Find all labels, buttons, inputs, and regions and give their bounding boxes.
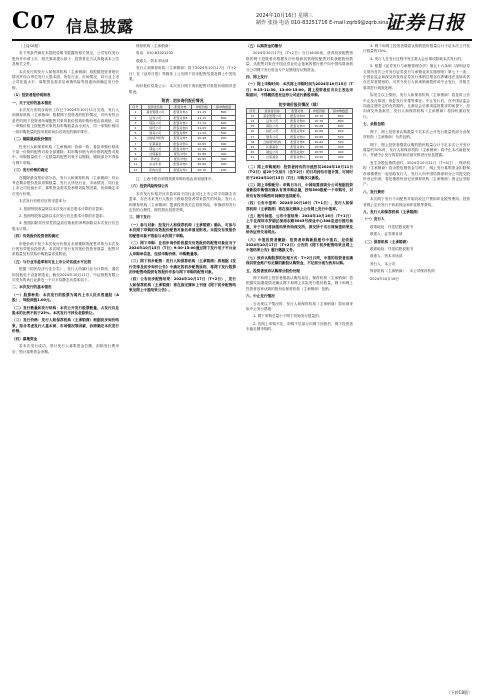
paragraph: 三、网下发行: [129, 215, 151, 220]
table-cell: 社保基金: [258, 155, 286, 160]
column-header: 序号: [247, 108, 259, 113]
table-cell: 20.65: [309, 134, 329, 139]
table-cell: 21.10: [192, 120, 212, 125]
table-cell: 配售对象D: [169, 126, 192, 131]
bid-table-2: [246, 102, 353, 161]
newspaper-masthead: 证券日报: [385, 12, 466, 34]
paragraph: 四、网上发行: [246, 75, 268, 80]
paragraph: 根据《国民经济行业分类》，发行人所属行业为计算机、通信和其他电子设备制造业。截至2024年10月11日，中证指数有限公司发布的该行业最近一个月平均静态市盈率如下。: [12, 267, 119, 283]
column-header: 投资者名称: [141, 105, 169, 110]
paragraph: 2. 按照每股收益除以本次发行后总股本计算的市盈率；: [19, 213, 107, 218]
paragraph: 在剔除最高报价部分后，发行人和保荐机构（主承销商）综合考虑剩余报价及拟申购数量、发行人所处行业、市场情况、同行业上市公司估值水平、募集资金需求及承销风险等因素，协商确定本次发行价格。: [12, 175, 119, 196]
paragraph: 1. 网下申购总量小于网下初始发行数量的；: [253, 314, 323, 319]
paragraph: 本次发行价格对应市盈率高于同行业可比上市公司平均静态市盈率，存在未来发行人股价下跌给投资者带来损失的风险。发行人和保荐机构（主承销商）提请投资者关注投资风险，审慎研判发行定价的合理性，理性做出投资决策。: [129, 191, 236, 212]
table-cell: 配售对象J: [169, 157, 192, 162]
table-cell: 300: [329, 155, 353, 160]
table-cell: 600: [212, 120, 236, 125]
table-cell: 配售对象R: [286, 139, 309, 144]
table-cell: 800: [212, 110, 236, 115]
table-cell: 17: [247, 134, 259, 139]
table-cell: 400: [212, 141, 236, 146]
table-cell: 20.98: [192, 136, 212, 141]
table-cell: 合格境外机构: [258, 139, 286, 144]
paragraph: 联系人：资本市场部: [136, 58, 169, 63]
section-title: 信息披露: [66, 17, 135, 36]
paragraph: 联系人：资本市场部: [370, 254, 403, 259]
page-header: [0, 0, 484, 50]
table-cell: 配售对象M: [286, 113, 309, 118]
column-2: [129, 44, 236, 692]
paragraph: 网下、网上投资者认购数量不足本次公开发行数量的部分由保荐机构（主承销商）负责包销。: [363, 129, 470, 140]
table-cell: 800: [329, 113, 353, 118]
table-cell: 证券公司: [141, 115, 169, 120]
column-1: [12, 44, 119, 692]
paragraph: （三）发行价格的确定: [12, 168, 48, 173]
table-cell: 500: [329, 134, 353, 139]
table-cell: 2: [130, 115, 142, 120]
column-header: 配售对象: [169, 105, 192, 110]
table-cell: 21.15: [192, 110, 212, 115]
paragraph: （上接C6版）: [19, 44, 42, 48]
page-number: 07: [30, 12, 56, 33]
paragraph: 七、余股包销: [363, 122, 385, 127]
paragraph: 询价报价结果公示：本次发行网下询价配售对象报价明细详见附表。: [129, 84, 236, 94]
paragraph: 网下和网上投资者缴款认购结束后，保荐机构（主承销商）将根据实际缴款情况确认网下和网上实际发行股份数量。网下和网上投资者放弃认购的股份由保荐机构（主承销商）包销。: [246, 276, 353, 291]
table-cell: 私募基金: [141, 141, 169, 146]
table-cell: 基金管理公司: [141, 110, 169, 115]
paragraph: （二）发行数量和发行结构：本次公开发行股票数量，占发行后总股本的比例不低于25%。本次发行不涉及老股转让。: [12, 305, 119, 316]
paragraph: （五）摇号抽签、公布中签结果：2024年10月16日（T+1日）上午在深圳市罗湖区深南东路5045号深业中心308室进行摇号抽签，并于当日将抽签结果传给深交所，深交所于当日将抽签结果发给各证券交易网点。: [246, 213, 353, 235]
table-title: 附表：初步询价报价情况: [161, 98, 204, 104]
paragraph: （三）发行价格：发行人和保荐机构（主承销商）根据初步询价结果，综合考虑发行人基本面、市场情况等因素，协商确定本次发行价格。: [12, 318, 119, 334]
column-header: 申报价格: [192, 105, 212, 110]
table-cell: 20.70: [309, 119, 329, 124]
table-title: 初步询价报价情况（续）: [278, 101, 321, 107]
paragraph: 电话：010-83321232: [136, 51, 174, 56]
table-cell: 21.15: [192, 115, 212, 120]
table-cell: 300: [212, 157, 236, 162]
paragraph: 3. 网下和网上投资者缴款认购的股份数量合计不足本次公开发行数量的70%；: [363, 44, 470, 54]
paragraph: （四）有效报价投资者的确定: [12, 234, 59, 239]
paragraph: （五）与行业市盈率和可比上市公司估值水平比较: [12, 259, 92, 264]
column-header: 拟申购数量: [212, 105, 236, 110]
table-cell: 21: [247, 155, 259, 160]
table-cell: 600: [212, 126, 236, 131]
data-table: [129, 104, 236, 173]
paragraph: （五）认购资金的缴付: [246, 44, 282, 48]
table-cell: 6: [130, 136, 142, 141]
table-cell: 财务公司: [141, 131, 169, 136]
table-cell: 20.76: [192, 167, 212, 172]
table-cell: 20.66: [309, 129, 329, 134]
table-cell: 400: [329, 145, 353, 150]
table-cell: 21.05: [192, 126, 212, 131]
paragraph: 五、投资者放弃认购部分股份处理: [246, 268, 300, 273]
paragraph: （三）网下初步配售：发行人和保荐机构（主承销商）将根据《发行安排及初步询价公告》中确定的初步配售原则，将网下发行股票初步配售给提供有效报价并参与网下申购的配售对象。: [129, 259, 236, 274]
table-cell: 配售对象A: [169, 110, 192, 115]
paragraph: 一、关于定价的基本情况: [12, 100, 52, 105]
paragraph: 4. 发行人在发行过程中发生重大会后事项影响本次发行的；: [370, 56, 465, 61]
table-cell: 20.85: [192, 157, 212, 162]
column-header: 拟申购数量: [329, 108, 353, 113]
table-cell: 合格境外机构: [141, 136, 169, 141]
paragraph: （四）募集资金: [12, 336, 38, 341]
column-4: [363, 44, 470, 692]
table-cell: 企业年金: [141, 162, 169, 167]
table-cell: 配售对象P: [286, 129, 309, 134]
table-cell: 800: [212, 115, 236, 120]
paragraph: 联系地址：详见招股说明书: [370, 224, 414, 229]
table-cell: 21.00: [192, 131, 212, 136]
paragraph: 发行人：本公司: [370, 261, 396, 266]
continued-note: （下转C8版）: [446, 690, 472, 695]
header-rule: [12, 39, 472, 41]
table-cell: 配售对象T: [286, 150, 309, 155]
table-cell: 19: [247, 145, 259, 150]
paragraph: 联系人：证券事务部: [370, 232, 403, 237]
table-cell: 基金管理公司: [258, 113, 286, 118]
table-cell: 200: [212, 167, 236, 172]
column-header: 配售对象: [286, 108, 309, 113]
paragraph: 注：上表中报价明细按照申购价格由高到低排序。: [136, 176, 216, 181]
paragraph: 2024年10月17日（T+2日）当日16:00前，获得初步配售资格的网下投资者应根据发行价格和其管理的配售对象获配股份数量，从配售对象在中国证券业协会备案的银行账户向中国结算深圳分公司网下发行资金专户足额划付认购资金。: [246, 51, 353, 72]
paragraph: 保荐机构（主承销商）：: [136, 44, 176, 48]
paragraph: 网下、网上投资者缴款认购的股份数量合计不足本次公开发行数量的70%时，发行人和保荐机构（主承销商）将中止本次新股发行，并就中止发行的原因和后续安排进行信息披露。: [363, 142, 470, 158]
table-cell: 500: [212, 136, 236, 141]
table-cell: 300: [212, 162, 236, 167]
table-cell: 12: [130, 167, 142, 172]
table-cell: 20.80: [192, 162, 212, 167]
paragraph: （1）投资者报价明细表: [12, 93, 51, 98]
table-cell: 期货公司: [258, 150, 286, 155]
paragraph: （四）公布初步配售结果：2024年10月17日（T+2日），发行人和保荐机构（主承销商）将在指定媒体上刊登《网下初步配售结果及网上中签结果公告》。: [129, 277, 236, 293]
paragraph: 九、发行人和保荐机构（主承销商）: [363, 209, 421, 214]
paragraph: 1. 按照每股收益除以本次发行前总股本计算的市盈率；: [19, 206, 107, 211]
table-cell: 13: [247, 113, 259, 118]
paragraph: （二）网下申购：在初步询价阶段提交有效报价的配售对象应当于2024年10月15日（T日）9:30-15:00通过网下发行电子平台录入申购单信息，包括申购价格、申购数量等。: [129, 240, 236, 256]
table-row: [130, 167, 236, 172]
table-cell: 20.90: [192, 146, 212, 151]
table-cell: 20.75: [309, 113, 329, 118]
paragraph: （一）参与对象：经发行人和保荐机构（主承销商）确认，可参与本次网下申购的有效报价配售对象名单请见附表。未提交有效报价的配售对象不得参与本次网下申购。: [129, 222, 236, 238]
paragraph: 申报价格不低于本次发行价格且未被剔除的配售对象为本次发行的有效报价投资者。本次网下发行有效报价投资者数量、配售对象数量及有效拟申购数量详见附表。: [12, 241, 119, 257]
table-cell: 保险公司: [258, 124, 286, 129]
table-cell: 配售对象C: [169, 120, 192, 125]
table-cell: 800: [329, 119, 353, 124]
table-cell: 信托公司: [141, 126, 169, 131]
paragraph: 八、发行费用: [363, 189, 385, 194]
table-cell: 配售对象L: [169, 167, 192, 172]
table-cell: 20.55: [309, 150, 329, 155]
data-table: [246, 108, 353, 161]
paragraph: （二）网上申购规则：投资者持有的市值按其2024年10月11日（T-2日）前20个交易日（含T-2日）的日均持有市值计算，可同时用于2024年10月15日（T日）申购多只新股。: [246, 164, 353, 180]
paragraph: 本次网下发行不向配售对象收取过户费和印花税等费用。投资者网上定价发行不收取佣金和印花税等费用。: [363, 197, 470, 207]
paragraph: （二）剔除最高报价情况: [12, 137, 52, 142]
table-cell: 配售对象E: [169, 131, 192, 136]
table-cell: 5: [130, 131, 142, 136]
column-3: [246, 44, 353, 692]
paragraph: 本次发行的发行人和保荐机构（主承销商）将根据投资者报价情况并综合考虑发行人基本面、所处行业、市场情况、同行业上市公司估值水平、募集资金需求及承销风险等因素协商确定发行价格。: [12, 69, 119, 90]
table-cell: 20.68: [309, 124, 329, 129]
bid-table-1: [129, 98, 236, 173]
table-cell: 18: [247, 139, 259, 144]
table-cell: 11: [130, 162, 142, 167]
table-cell: 社保基金: [141, 152, 169, 157]
table-cell: 机构自营: [141, 167, 169, 172]
table-cell: 保险公司: [141, 120, 169, 125]
table-cell: 配售对象O: [286, 124, 309, 129]
paragraph: 当出现以下情况时，发行人和保荐机构（主承销商）将协商采取中止发行措施：: [246, 301, 353, 312]
table-cell: 配售对象G: [169, 141, 192, 146]
table-cell: 600: [329, 124, 353, 129]
paragraph: 本次发行价格对应的市盈率为：: [19, 199, 70, 204]
paragraph: （一）股票种类：本次发行的股票为境内上市人民币普通股（A股），每股面值1.00元。: [12, 292, 119, 303]
table-cell: 配售对象B: [169, 115, 192, 120]
table-cell: 信托公司: [258, 129, 286, 134]
paragraph: （六）中签投资者缴款：投资者申购新股摇号中签后，应依据2024年10月17日（T+2日）公告的《网下初步配售结果及网上中签结果公告》履行缴款义务。: [246, 237, 353, 253]
column-header: 序号: [130, 105, 142, 110]
table-cell: 14: [247, 119, 259, 124]
table-cell: 300: [212, 152, 236, 157]
paragraph: （一）发行人: [363, 217, 385, 222]
table-cell: 配售对象K: [169, 162, 192, 167]
paragraph: 若下列条件满足本招股说明书披露的相关规定，公司有权发行股份并申请上市，相关事项提示如下：投资者应当认真阅读本公告及相关文件。: [12, 51, 119, 67]
paragraph: 若本次发行成功，预计发行人募集资金总额，扣除发行费用后，预计募集资金净额。: [12, 344, 119, 354]
paragraph: 发生余股包销情况时，2024年10月21日（T+4日），保荐机构（主承销商）将余股包销资金与网下、网上发行募集资金扣除保荐承销费后一起划给发行人，发行人向中国结算深圳分公司提交股份登记申请，将包销股份登记至保荐机构（主承销商）指定证券账户。: [363, 160, 470, 187]
table-cell: 财务公司: [258, 134, 286, 139]
table-cell: 配售对象H: [169, 146, 192, 151]
table-cell: 8: [130, 146, 142, 151]
table-cell: 10: [130, 157, 142, 162]
issue-date: 2024年10月16日 星期三: [256, 13, 314, 19]
table-cell: 3: [130, 120, 142, 125]
table-cell: 1: [130, 110, 142, 115]
table-cell: 500: [212, 131, 236, 136]
paragraph: （一）网上申购时间：本次网上申购时间为2024年10月15日（T日）9:15-11:30、13:00-15:00。网上投资者应当自主表达申购意向，不得概括委托证券公司进行新股申购。: [246, 82, 353, 98]
paragraph: 联系地址：详见招股说明书: [370, 247, 414, 251]
paragraph: 经发行人和保荐机构（主承销商）协商一致，将拟申购价格高于某一价格的配售对象全部剔除；拟申购价格为该价格的配售对象中，申购数量低于一定数量的配售对象予以剔除。剔除部分不得参与网下申购。: [12, 144, 119, 165]
table-cell: 20.60: [309, 139, 329, 144]
table-cell: 400: [212, 146, 236, 151]
paragraph: 3. 按照扣除非经常性损益前后孰低的净利润除以本次发行后总股本计算。: [12, 221, 119, 231]
paragraph: 如发生以上情形，发行人和保荐机构（主承销商）将及时公告中止发行原因、恢复发行安排等事宜。中止发行后，在中国证监会同意注册决定的有效期内，且满足会后事项监管要求的前提下，经向深交所备案后，发行人和保荐机构（主承销商）将择机重启发行。: [363, 93, 470, 119]
paragraph: 2024年10月16日: [370, 276, 400, 281]
paragraph: （七）放弃认购股票的处理方式：T+2日日终，中签的投资者应确保其资金账户有足额的新股认购资金，不足部分视为放弃认购。: [246, 255, 353, 266]
table-cell: 养老金: [141, 157, 169, 162]
paragraph: 发行人和保荐机构（主承销商）将于2024年10月17日（T+2日）在《证券日报》等媒体上公告网下初步配售结果及网上中签结果。: [129, 66, 236, 82]
table-cell: 9: [130, 152, 142, 157]
column-header: 投资者名称: [258, 108, 286, 113]
table-cell: 20.58: [309, 145, 329, 150]
article-columns: [12, 44, 472, 692]
table-cell: 配售对象F: [169, 136, 192, 141]
paragraph: 二、本次发行的基本情况: [12, 285, 52, 290]
table-cell: 16: [247, 129, 259, 134]
paragraph: （二）保荐机构（主承销商）: [363, 239, 410, 244]
paragraph: （六）投资风险特别公告: [129, 184, 169, 189]
table-cell: 配售对象N: [286, 119, 309, 124]
table-cell: 20.88: [192, 152, 212, 157]
table-cell: 配售对象U: [286, 155, 309, 160]
table-cell: 600: [329, 129, 353, 134]
table-cell: 15: [247, 124, 259, 129]
paragraph: （四）公布中签率：2024年10月16日（T+1日），发行人和保荐机构（主承销商）将在指定媒体上公告网上发行中签率。: [246, 201, 353, 211]
paragraph: 六、中止发行情况: [246, 294, 275, 299]
page-letter: C: [12, 8, 30, 34]
table-cell: 500: [329, 139, 353, 144]
table-cell: 7: [130, 141, 142, 146]
table-cell: 20: [247, 150, 259, 155]
table-cell: 证券公司: [258, 119, 286, 124]
table-cell: 20.50: [309, 155, 329, 160]
paragraph: 5. 根据《证券发行与承销管理办法》第五十六条和《深圳证券交易所首次公开发行证券发行与承销业务实施细则》第七十一条，中国证监会和深交所发现证券发行承销过程存在涉嫌违法违规或者存在异常情形的，可责令发行人和承销商暂停或中止发行，对相关事项进行调查处理。: [363, 64, 470, 90]
table-cell: 私募基金: [258, 145, 286, 150]
paragraph: 保荐机构（主承销商）：本公司保荐机构: [370, 269, 435, 274]
editor-info: 制作 张扬 电话 010-83251716 E-mail zqrb9@zqrb.sina.net: [256, 20, 399, 26]
column-header: 申报价格: [309, 108, 329, 113]
paragraph: 本次发行的初步询价工作已于2024年10月11日完成。发行人和保荐机构（主承销商）根据网下投资者的报价情况，对所有符合条件的网下投资者所属配售对象的报价按照申购价格由高到低、同一申购价格上按配售对象的拟申购数量由小到大、同一申购价格同一拟申购数量的按申报时间由后到先的顺序排序。: [12, 108, 119, 134]
table-row: [247, 155, 353, 160]
table-cell: 4: [130, 126, 142, 131]
page-number-badge: [12, 10, 56, 34]
paragraph: （三）网上申购配号：申购日当日，中国结算深圳分公司根据投资者新股申购情况确认有效申购总量，按每500股配一个申购号，对所有有效申购按时间顺序连续配号。: [246, 182, 353, 198]
table-cell: 配售对象I: [169, 152, 192, 157]
table-cell: 配售对象S: [286, 145, 309, 150]
table-cell: 配售对象Q: [286, 134, 309, 139]
table-cell: 期货公司: [141, 146, 169, 151]
paragraph: 2. 若网上申购不足，申购不足部分向网下回拨后，网下投资者未能足额申购的；: [246, 321, 353, 332]
table-cell: 20.95: [192, 141, 212, 146]
table-cell: 400: [329, 150, 353, 155]
